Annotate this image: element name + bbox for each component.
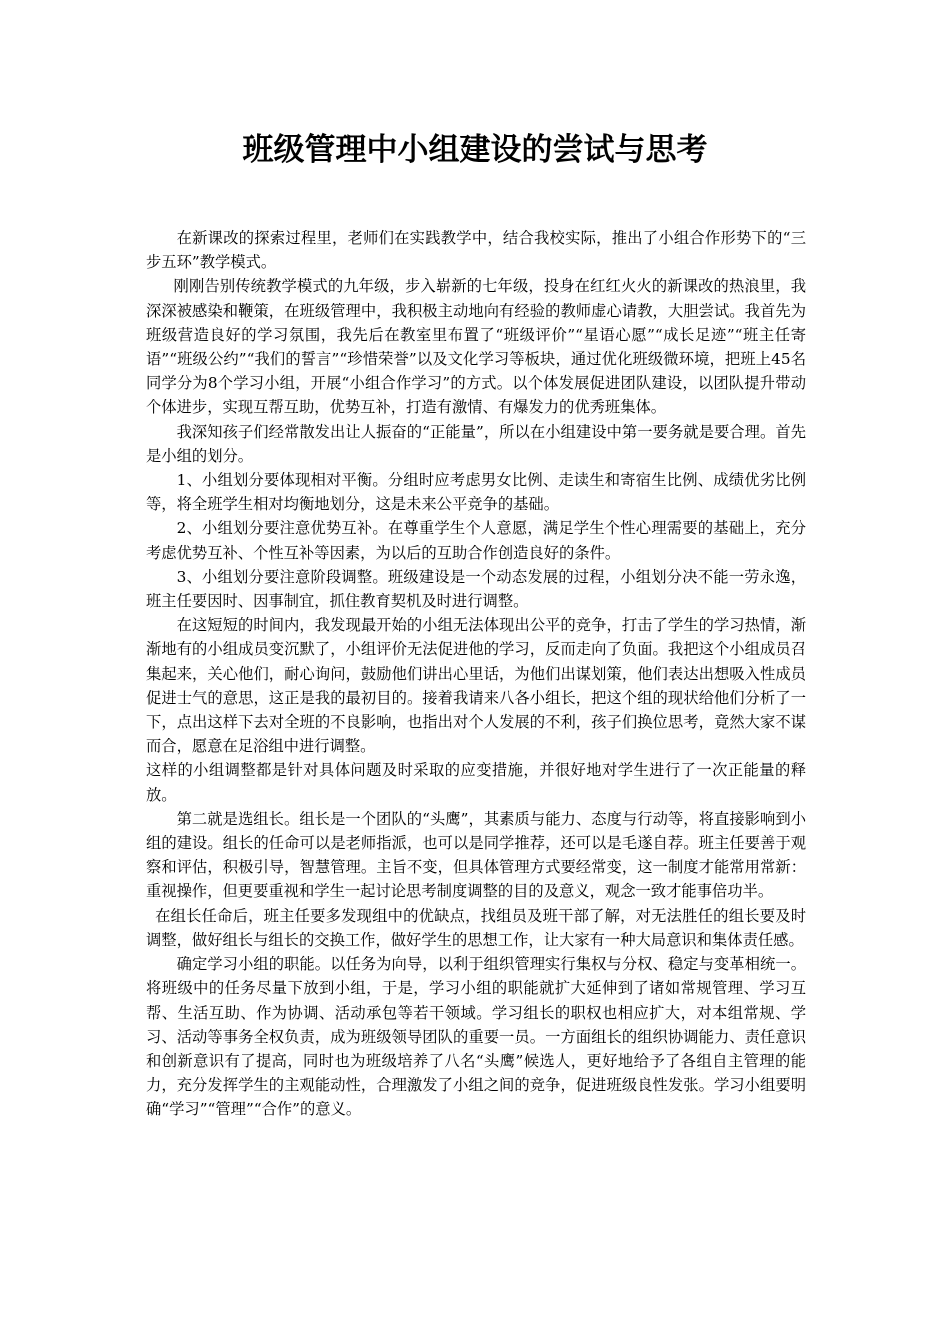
paragraph-positive-energy: 我深知孩子们经常散发出让人振奋的“正能量”，所以在小组建设中第一要务就是要合理。首先是小组的划分。 <box>146 422 806 465</box>
paragraph-intro: 在新课改的探索过程里，老师们在实践教学中，结合我校实际，推出了小组合作形势下的“三步五环”教学模式。 <box>146 229 806 272</box>
document-body <box>146 226 806 1122</box>
paragraph-adjustment-story: 在这短短的时间内，我发现最开始的小组无法体现出公平的竞争，打击了学生的学习热情，渐渐地有的小组成员变沉默了，小组评价无法促进他的学习，反而走向了负面。我把这个小组成员召集起来，关心他们，耐心询问，鼓励他们讲出心里话，为他们出谋划策，他们表达出想吸入性成员促进士气的意思，这正是我的最初目的。接着我请来八各小组长，把这个组的现状给他们分析了一下，点出这样下去对全班的不良影响，也指出对个人发展的不利，孩子们换位思考，竟然大家不谋而合，愿意在足浴组中进行调整。 <box>146 616 806 756</box>
paragraph-point-2: 2、小组划分要注意优势互补。在尊重学生个人意愿，满足学生个性心理需要的基础上，充分考虑优势互补、个性互补等因素，为以后的互助合作创造良好的条件。 <box>146 519 806 562</box>
paragraph-adjustment-summary: 这样的小组调整都是针对具体问题及时采取的应变措施，并很好地对学生进行了一次正能量的释放。 <box>146 761 806 804</box>
paragraph-point-3: 3、小组划分要注意阶段调整。班级建设是一个动态发展的过程，小组划分决不能一劳永逸，班主任要因时、因事制宜，抓住教育契机及时进行调整。 <box>146 567 806 611</box>
paragraph-select-leader: 第二就是选组长。组长是一个团队的“头鹰”，其素质与能力、态度与行动等，将直接影响到小组的建设。组长的任命可以是老师指派，也可以是同学推荐，还可以是毛遂自荐。班主任要善于观察和评估，积极引导，智慧管理。主旨不变，但具体管理方式要经常变，这一制度才能常用常新：重视操作，但更要重视和学生一起讨论思考制度调整的目的及意义，观念一致才能事倍功半。 <box>146 809 806 901</box>
paragraph-class-management: 刚刚告别传统教学模式的九年级，步入崭新的七年级，投身在红红火火的新课改的热浪里，我深深被感染和鞭策，在班级管理中，我积极主动地向有经验的教师虚心请教，大胆尝试。我首先为班级营造良好的学习氛围，我先后在教室里布置了“班级评价”“星语心愿”“成长足迹”“班主任寄语”“班级公约”“我们的誓言”“珍惜荣誉”以及文化学习等板块，通过优化班级微环境，把班上45名同学分为8个学习小组，开展“小组合作学习”的方式。以个体发展促进团队建设，以团队提升带动个体进步，实现互帮互助，优势互补，打造有激情、有爆发力的优秀班集体。 <box>146 277 806 417</box>
paragraph-group-functions: 确定学习小组的职能。以任务为向导，以利于组织管理实行集权与分权、稳定与变革相统一。将班级中的任务尽量下放到小组，于是，学习小组的职能就扩大延伸到了诸如常规管理、学习互帮、生活互助、作为协调、活动承包等若干领域。学习组长的职权也相应扩大，对本组常规、学习、活动等事务全权负责，成为班级领导团队的重要一员。一方面组长的组织协调能力、责任意识和创新意识有了提高，同时也为班级培养了八名“头鹰”候选人，更好地给予了各组自主管理的能力，充分发挥学生的主观能动性，合理激发了小组之间的竞争，促进班级良性发张。学习小组要明确“学习”“管理”“合作”的意义。 <box>146 955 806 1119</box>
paragraph-leader-adjust: 在组长任命后，班主任要多发现组中的优缺点，找组员及班干部了解，对无法胜任的组长要及时调整，做好组长与组长的交换工作，做好学生的思想工作，让大家有一种大局意识和集体责任感。 <box>146 906 806 949</box>
paragraph-point-1: 1、小组划分要体现相对平衡。分组时应考虑男女比例、走读生和寄宿生比例、成绩优劣比例等，将全班学生相对均衡地划分，这是未来公平竞争的基础。 <box>146 471 806 514</box>
document-title: 班级管理中小组建设的尝试与思考 <box>242 132 708 168</box>
